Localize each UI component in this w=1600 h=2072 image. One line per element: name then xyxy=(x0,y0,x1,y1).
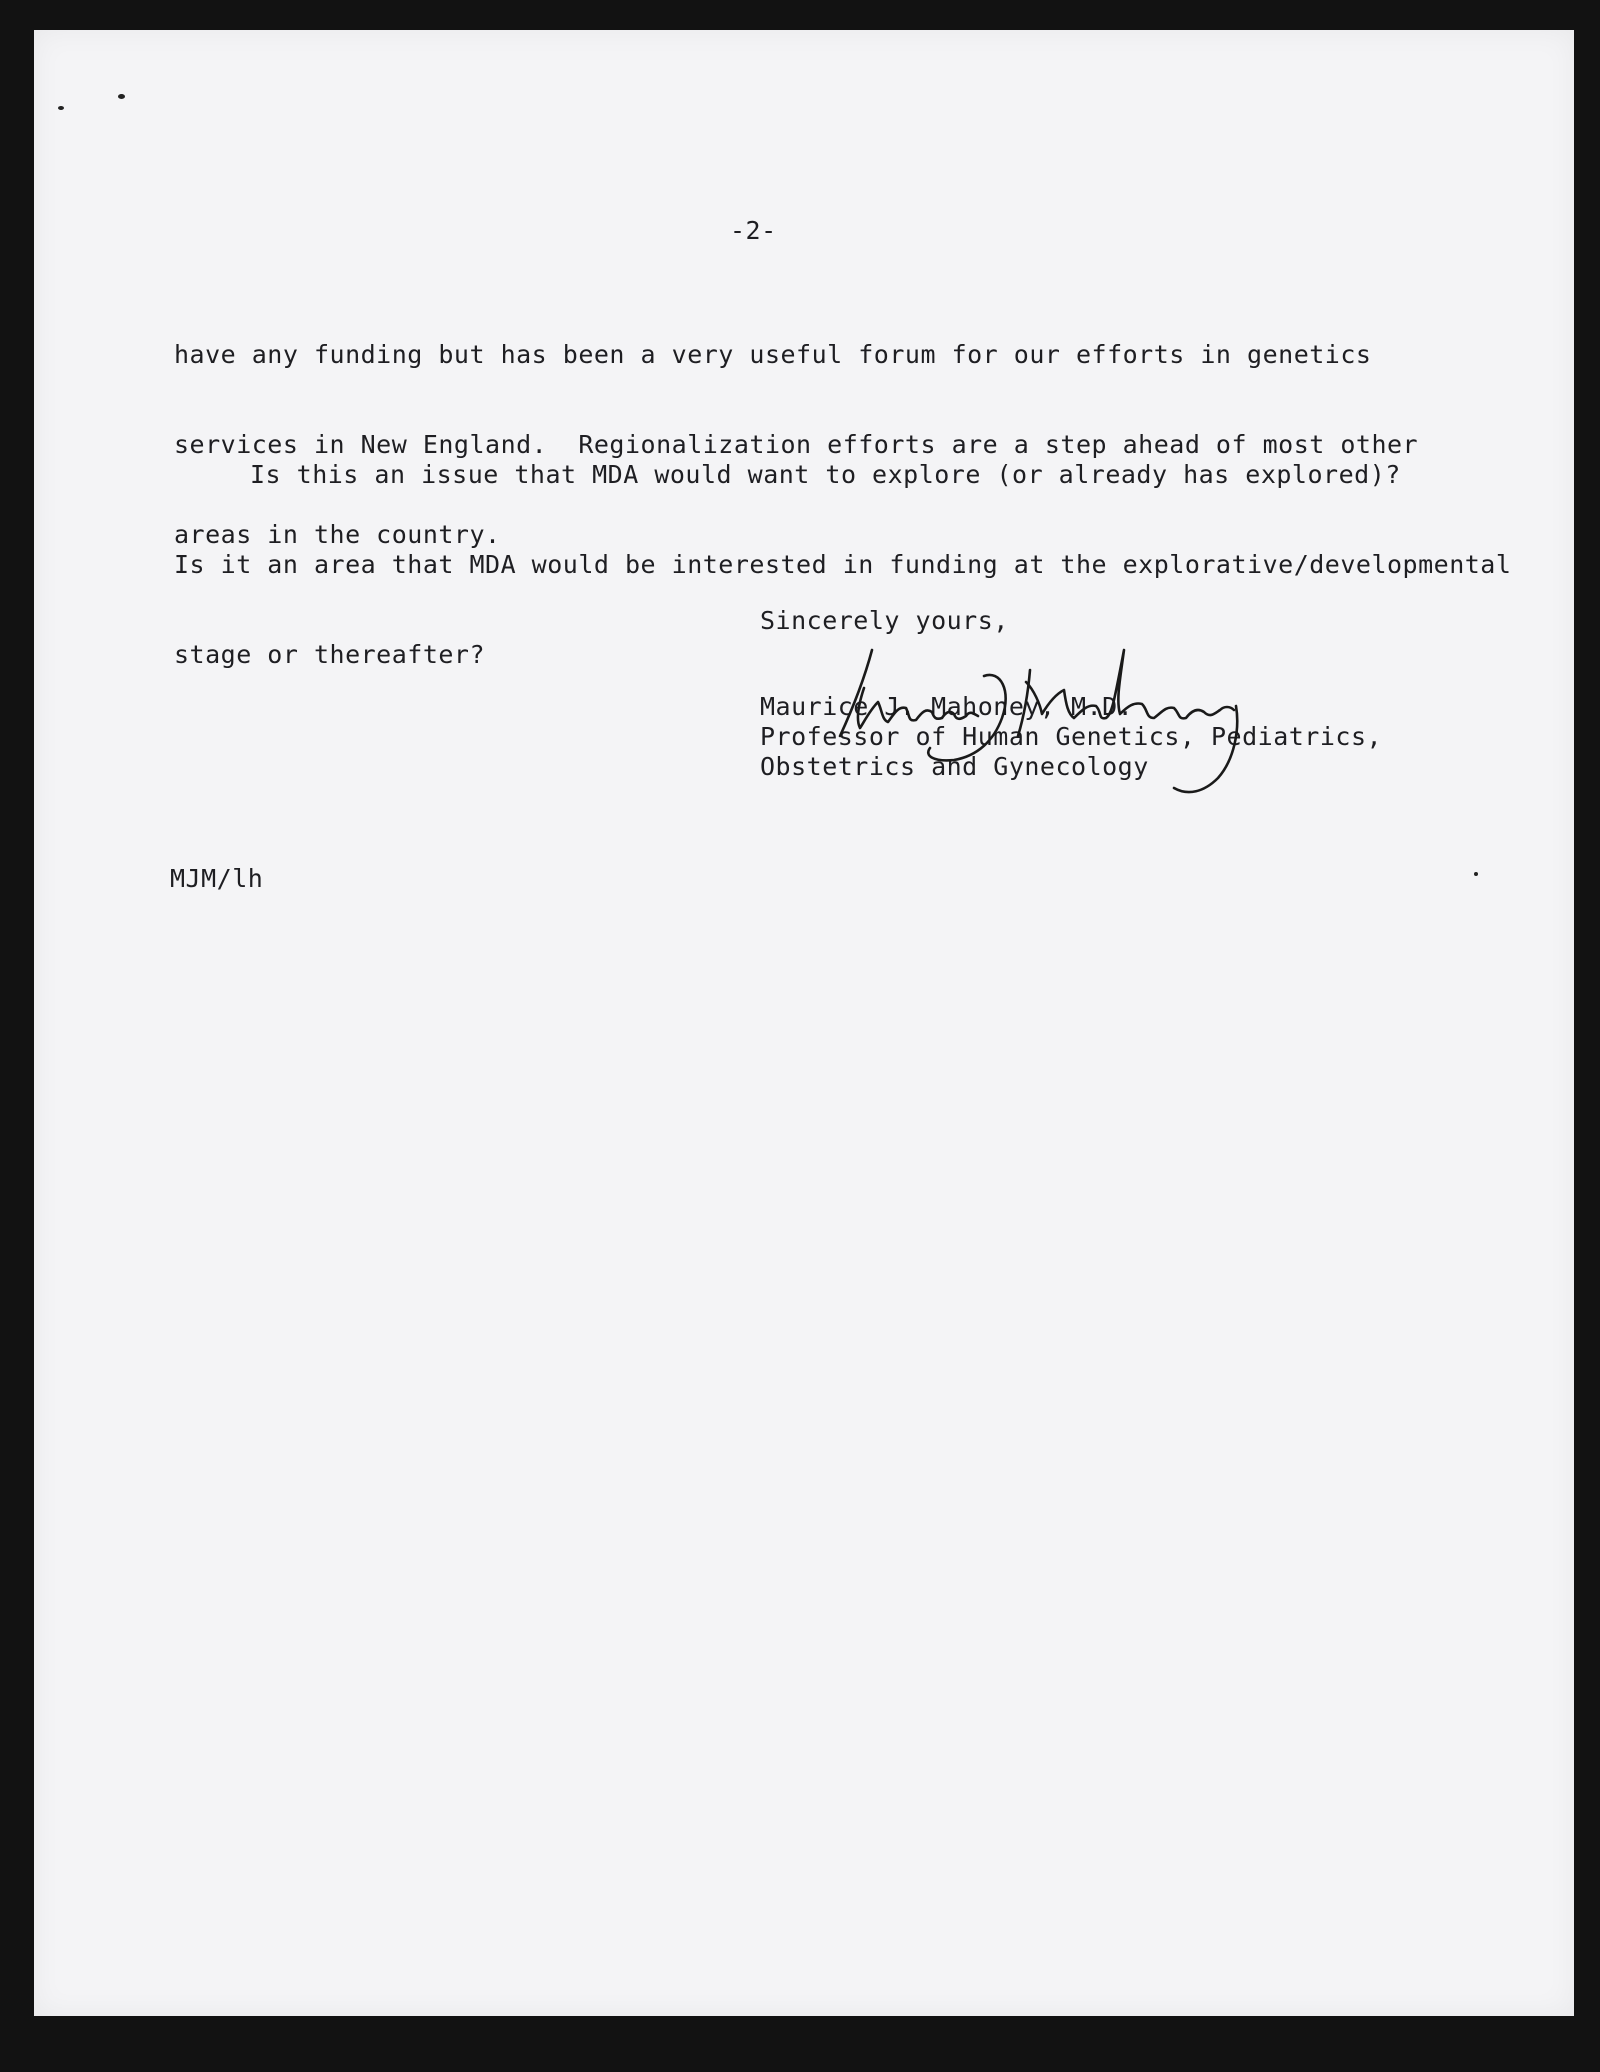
paper-speck xyxy=(118,94,125,99)
signatory-title-line-1: Professor of Human Genetics, Pediatrics, xyxy=(760,722,1383,751)
page-number: -2- xyxy=(730,216,777,245)
signatory-title-line-2: Obstetrics and Gynecology xyxy=(760,752,1149,781)
body-line: stage or thereafter? xyxy=(174,640,486,669)
paper-speck xyxy=(58,106,64,110)
letter-page xyxy=(34,30,1574,2016)
signatory-name: Maurice J. Mahoney, M.D. xyxy=(760,692,1134,721)
body-line: services in New England. Regionalization efforts are a step ahead of most other xyxy=(174,430,1419,459)
body-line: have any funding but has been a very useful forum for our efforts in genetics xyxy=(174,340,1372,369)
body-line: Is it an area that MDA would be interested in funding at the explorative/developmental xyxy=(174,550,1512,579)
body-line: areas in the country. xyxy=(174,520,501,549)
body-line: Is this an issue that MDA would want to explore (or already has explored)? xyxy=(250,460,1401,489)
reference-initials: MJM/lh xyxy=(170,864,264,893)
paper-speck xyxy=(1474,872,1478,876)
signature-block xyxy=(760,606,1382,782)
complimentary-close: Sincerely yours, xyxy=(760,606,1009,635)
